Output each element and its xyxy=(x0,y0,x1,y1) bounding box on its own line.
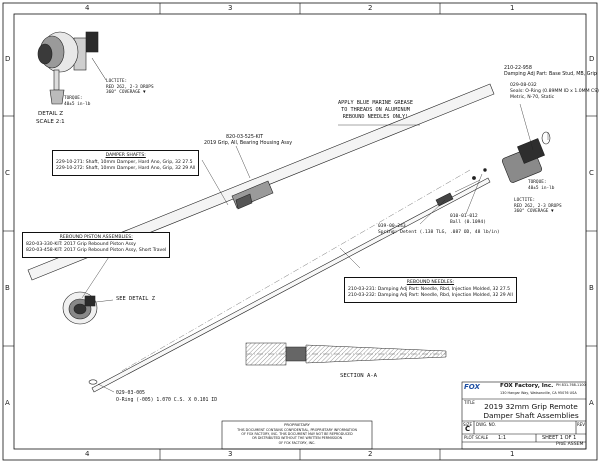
zone-col-1-bottom: 1 xyxy=(510,450,515,458)
grease-note: APPLY BLUE MARINE GREASE TO THREADS ON ALUMINUM REBOUND NEEDLES ONLY! xyxy=(338,100,413,121)
dwg-no-caption: DWG. NO. xyxy=(476,422,496,427)
zone-row-a-left: A xyxy=(5,399,10,407)
detail-z-loctite-note: LOCTITE: RED 262, 2-3 DROPS 360° COVERAGE ▼ xyxy=(106,79,154,95)
size-value: C xyxy=(465,425,471,433)
zone-row-a-right: A xyxy=(589,399,594,407)
company-phone: PH 831-768-1100 xyxy=(556,383,586,387)
base-stud-assembly xyxy=(472,132,550,183)
section-a-a xyxy=(246,343,446,365)
detail-z-assembly xyxy=(38,32,106,104)
rebound-piston-assembly xyxy=(63,292,97,324)
spring-label: 039-00-243 Spring: Detent (.138 TLG, .087 OD, 48 lb/in) xyxy=(378,224,500,236)
zone-row-b-left: B xyxy=(5,284,10,292)
detail-z-scale: SCALE 2:1 xyxy=(36,119,65,125)
company-address: 130 Hangar Way, Watsonville, CA 95076 USA xyxy=(500,391,577,395)
zone-row-d-left: D xyxy=(5,55,11,63)
centerline xyxy=(120,170,470,372)
sheet-number: SHEET 1 OF 1 xyxy=(542,435,577,441)
zone-col-2-bottom: 2 xyxy=(368,450,373,458)
oring-seal-label: 029-08-032 Seals: O-Ring (0.89MM ID x 1.0MM CS) Metric, N-70, Static xyxy=(510,83,599,101)
right-torque-note: TORQUE: 40±5 in-lb xyxy=(528,180,555,191)
damper-shafts-box: DAMPER SHAFTS: 229-10-271: Shaft, 10mm Damper, Hard Ano, Grip, 32 27.5 229-10-272: Shaft, 10mm Damper, Hard Ano, Grip, 32 29 All xyxy=(52,150,199,176)
zone-col-4-bottom: 4 xyxy=(85,450,90,458)
detail-z-title: DETAIL Z xyxy=(38,111,64,117)
plot-scale-value: 1:1 xyxy=(498,435,507,441)
drawing-title: 2019 32mm Grip Remote Damper Shaft Assemblies xyxy=(483,402,579,421)
see-detail-z-label: SEE DETAIL Z xyxy=(116,296,155,302)
zone-row-b-right: B xyxy=(589,284,594,292)
zone-col-3-bottom: 3 xyxy=(228,450,233,458)
oring-bottom xyxy=(89,380,97,384)
oring-bottom-label: 029-03-005 O-Ring (-005) 1.070 C.S. X 0.101 ID xyxy=(116,391,218,403)
detail-z-torque-note: TORQUE: 40±5 in-lb xyxy=(64,96,91,107)
zone-col-4-top: 4 xyxy=(85,4,90,12)
size-caption: SIZE xyxy=(463,422,472,427)
ball-label: 010-01-012 Ball (0.1094) xyxy=(450,214,486,226)
base-stud-label: 210-22-958 Damping Adj Part: Base Stud, MB, Grip xyxy=(504,66,597,78)
title-caption: TITLE xyxy=(464,400,475,405)
rev-caption: REV xyxy=(577,422,586,427)
zone-row-c-left: C xyxy=(5,169,10,177)
right-loctite-note: LOCTITE: RED 262, 2-3 DROPS 360° COVERAGE ▼ xyxy=(514,198,562,214)
zone-col-1-top: 1 xyxy=(510,4,515,12)
rebound-needles-box: REBOUND NEEDLES: 210-03-231: Damping Adj Part: Needle, Rbd, Injection Molded, 32 27.5 210-03-232: Damping Adj Part: Needle, Rbd, Injection Molded, 32 29 All xyxy=(344,277,517,303)
zone-row-d-right: D xyxy=(589,55,595,63)
proprietary-notice: PROPRIETARY THIS DOCUMENT CONTAINS CONFIDENTIAL, PROPRIETARY INFORMATION OF FOX FACTORY, INC. THIS DOCUMENT MAY NOT BE REPRODUCED OR DISTRIBUTED WITHOUT THE WRITTEN PERMISSION OF FOX FACTORY, INC. xyxy=(237,422,357,445)
grip-assy-label: 820-03-525-KIT 2019 Grip, All, Bearing Housing Assy xyxy=(204,135,293,147)
rebound-piston-box: REBOUND PISTON ASSEMBLIES: 820-03-330-KIT: 2017 Grip Rebound Piston Assy 820-03-458-KIT: 2017 Grip Rebound Piston Assy, Short Travel xyxy=(22,232,170,258)
proe-assem-label: ProE ASSEM xyxy=(556,442,584,447)
section-a-a-label: SECTION A-A xyxy=(340,373,378,379)
zone-col-3-top: 3 xyxy=(228,4,233,12)
zone-col-2-top: 2 xyxy=(368,4,373,12)
company-name: FOX Factory, Inc. xyxy=(500,383,554,389)
plot-scale-caption: PLOT SCALE xyxy=(464,435,489,440)
fox-logo: FOX xyxy=(464,383,480,391)
zone-row-c-right: C xyxy=(589,169,594,177)
